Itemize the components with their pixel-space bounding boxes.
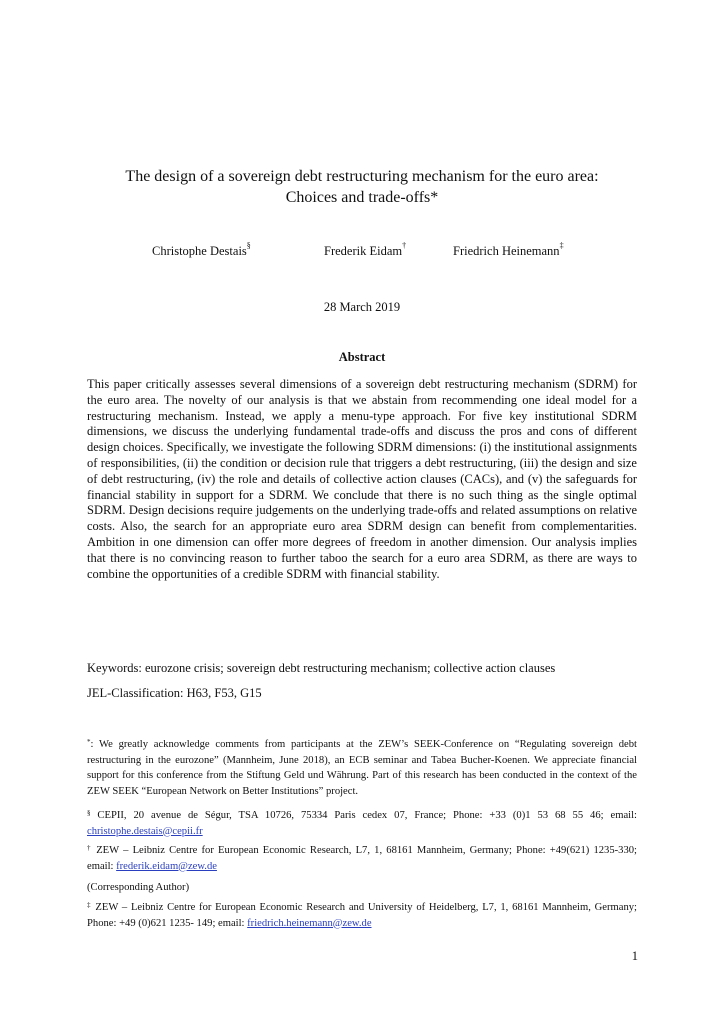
page-number: 1: [631, 949, 638, 963]
paper-title: [60, 166, 664, 208]
author-mark: ‡: [559, 241, 564, 250]
author-mark: †: [402, 241, 407, 250]
footnote-heinemann: [87, 900, 637, 931]
footnote-mark: §: [87, 809, 91, 817]
email-link-heinemann[interactable]: friedrich.heinemann@zew.de: [247, 917, 372, 929]
abstract-heading: Abstract: [338, 350, 386, 364]
jel-classification: JEL-Classification: H63, F53, G15: [87, 686, 262, 700]
title-line-2: Choices and trade-offs*: [285, 189, 439, 206]
author-mark: §: [246, 241, 251, 250]
footnote-text: : We greatly acknowledge comments from participants at the ZEW’s SEEK-Conference on “Regulating sovereign debt restructuring in the eurozone” (Mannheim, June 2018), an ECB seminar and Tabea Bucher-Koenen. We appreciate financial support for this conference from the Stiftung Geld und Währung. Part of this research has been conducted in the context of the ZEW SEEK “European Network on Better Institutions” project.: [87, 739, 637, 797]
email-link-destais[interactable]: christophe.destais@cepii.fr: [87, 825, 203, 837]
keywords: Keywords: eurozone crisis; sovereign debt restructuring mechanism; collective action clauses: [87, 661, 556, 675]
footnote-text: ZEW – Leibniz Centre for European Economic Research, L7, 1, 68161 Mannheim, Germany; Phone: +49(621) 1235-330; email:: [87, 845, 638, 872]
title-line-1: The design of a sovereign debt restructuring mechanism for the euro area:: [125, 168, 599, 185]
author-destais: [152, 241, 251, 259]
footnote-eidam: [87, 843, 637, 874]
footnote-acknowledgement: [87, 737, 637, 799]
author-name: Frederik Eidam: [324, 244, 403, 258]
abstract-text: This paper critically assesses several dimensions of a sovereign debt restructuring mechanism (SDRM) for the euro area. The novelty of our analysis is that we abstain from recommending one ideal model for a restructuring mechanism. Instead, we apply a menu-type approach. For five key institutional SDRM dimensions, we discuss the underlying fundamental trade-offs and discuss the pros and cons of different design choices. Specifically, we investigate the following SDRM dimensions: (i) the institutional assignments of responsibilities, (ii) the condition or decision rule that triggers a debt restructuring, (iii) the design and size of debt restructuring, (iv) the role and details of collective action clauses (CACs), and (v) the safeguards for financial stability in support for a SDRM. We conclude that there is no such thing as the single optimal SDRM. Design decisions require judgements on the underlying trade-offs and related assumptions on relative costs. Also, the search for an appropriate euro area SDRM design can benefit from complementarities. Ambition in one dimension can offer more degrees of freedom in another dimension. Our analysis implies that there is no convincing reason to further taboo the search for a euro area SDRM, as there are ways to combine the opportunities of a credible SDRM with financial stability.: [87, 377, 637, 581]
author-name: Christophe Destais: [152, 244, 247, 258]
author-name: Friedrich Heinemann: [453, 244, 560, 258]
footnote-text: CEPII, 20 avenue de Ségur, TSA 10726, 75334 Paris cedex 07, France; Phone: +33 (0)1 53 68 55 46; email:: [90, 810, 637, 821]
footnote-mark: †: [87, 844, 93, 852]
author-list: [0, 241, 724, 262]
author-eidam: [324, 241, 407, 259]
footnote-mark: ‡: [87, 901, 92, 909]
email-link-eidam[interactable]: frederik.eidam@zew.de: [116, 860, 217, 872]
corresponding-author-note: (Corresponding Author): [87, 882, 190, 893]
footnote-destais: [87, 808, 637, 839]
footnote-text: ZEW – Leibniz Centre for European Economic Research and University of Heidelberg, L7, 1, 68161 Mannheim, Germany; Phone: +49 (0)621 1235- 149; email:: [87, 902, 638, 929]
footnote-mark: *: [87, 738, 91, 746]
author-heinemann: [453, 241, 564, 259]
paper-date: 28 March 2019: [323, 300, 401, 314]
